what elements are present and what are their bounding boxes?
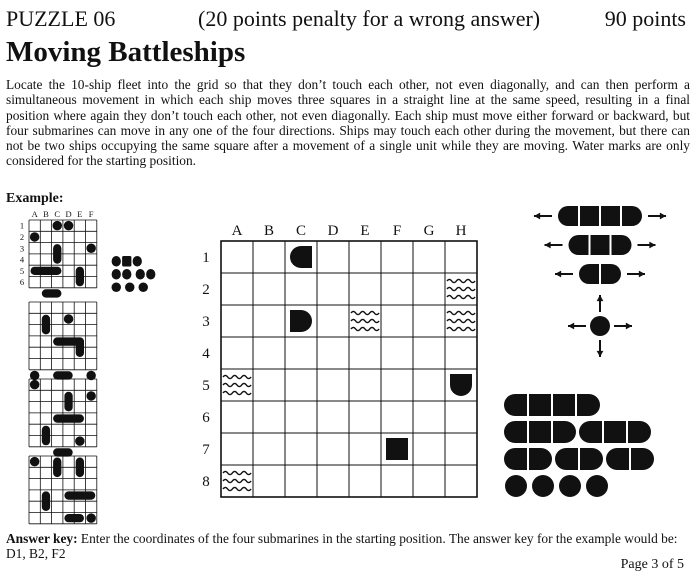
fleet-submarine (532, 475, 554, 497)
grid-cell-H8 (445, 465, 477, 497)
grid-cell-E5 (349, 369, 381, 401)
example-submarine (64, 314, 73, 323)
grid-cell-C6 (285, 401, 317, 433)
grid-cell-G5 (413, 369, 445, 401)
grid-cell-H4 (445, 337, 477, 369)
example-fleet-segment (136, 269, 145, 280)
row-label-8: 8 (202, 474, 210, 490)
example-ship (42, 491, 50, 511)
example-col-label-C: C (54, 209, 61, 219)
example-row-labels (20, 221, 25, 288)
grid-cell-D2 (317, 273, 349, 305)
arrow-head (649, 242, 655, 249)
grid-cell-G6 (413, 401, 445, 433)
example-ship (53, 414, 84, 422)
column-label-E: E (360, 223, 370, 239)
fleet-battleship (504, 394, 600, 416)
example-fleet-submarine (139, 283, 148, 292)
puzzle-grid (195, 216, 490, 501)
clue-ship-middle-F7 (386, 438, 408, 460)
example-col-label-E: E (77, 209, 83, 219)
grid-cell-E4 (349, 337, 381, 369)
grid-cell-B2 (253, 273, 285, 305)
column-label-C: C (295, 223, 307, 239)
example-fleet-segment (133, 256, 142, 267)
example-col-label-B: B (43, 209, 49, 219)
ship-end-shape (290, 246, 312, 268)
grid-cell-A3 (221, 305, 253, 337)
grid-cell-G4 (413, 337, 445, 369)
grid-cell-D8 (317, 465, 349, 497)
example-ship (53, 244, 61, 264)
clue-ship-end-left-C1 (290, 246, 312, 268)
example-grid-2 (29, 302, 97, 380)
arrow-head (597, 295, 604, 301)
grid-cell-A7 (221, 433, 253, 465)
grid-cell-B6 (253, 401, 285, 433)
fleet-submarine (559, 475, 581, 497)
answer-key-text: Enter the coordinates of the four submarines in the starting position. The answer key for the example would be: D1, B2, F2 (6, 531, 678, 561)
example-fleet-submarine (112, 283, 121, 292)
grid-cell-D6 (317, 401, 349, 433)
example-fleet-segment (112, 256, 121, 267)
example-fleet-submarine (125, 283, 134, 292)
fleet-submarine-body (505, 475, 527, 497)
grid-cell-D7 (317, 433, 349, 465)
grid-cell-D4 (317, 337, 349, 369)
grid-cell-H1 (445, 241, 477, 273)
answer-key-label: Answer key: (6, 531, 78, 546)
example-ship (42, 289, 62, 297)
row-label-7: 7 (202, 442, 210, 458)
example-ship (31, 267, 62, 275)
grid-cell-B1 (253, 241, 285, 273)
ship-middle-shape (386, 438, 408, 460)
destroyer-move-arrows (555, 264, 645, 284)
example-row-label-1: 1 (19, 220, 25, 231)
example-submarine (30, 232, 39, 241)
fleet-submarine-body (586, 475, 608, 497)
example-submarine (86, 244, 95, 253)
grid-cell-H7 (445, 433, 477, 465)
rules-text: Locate the 10-ship fleet into the grid so that they don’t touch each other, not even diagonally, and can then perform a simultaneous movement in which each ship moves three squares in a straight line at the same speed, resulting in a final position where again they don’t touch each other, not even diagonally. Each ship must move either forward or backward, but four submarines can move in any one of the four directions. Ships may touch each other during the movement, but there can not be two ships occupying the same square after a movement of a single unit while they are moving. Water marks are only considered for the starting position. (6, 77, 690, 169)
fleet-cruiser (504, 421, 576, 443)
points-value: 90 points (604, 6, 686, 31)
example-row-label-3: 3 (19, 243, 25, 254)
example-ship (53, 448, 73, 456)
puzzle-id: PUZZLE 06 (6, 6, 116, 31)
grid-cell-A2 (221, 273, 253, 305)
grid-cell-E6 (349, 401, 381, 433)
example-fleet-segment (146, 269, 155, 280)
fleet-destroyer (555, 448, 603, 470)
grid-cell-C8 (285, 465, 317, 497)
example-panel (18, 206, 168, 526)
example-col-label-F: F (88, 209, 94, 219)
grid-cell-G1 (413, 241, 445, 273)
grid-cell-E7 (349, 433, 381, 465)
grid-cell-A4 (221, 337, 253, 369)
example-ship (53, 458, 61, 478)
grid-row-labels (202, 250, 210, 490)
example-fleet-segment (122, 256, 131, 267)
submarine-move-arrows (568, 295, 632, 357)
column-label-A: A (231, 223, 243, 239)
grid-column-labels (232, 223, 467, 239)
grid-cell-B5 (253, 369, 285, 401)
row-label-1: 1 (202, 250, 210, 266)
cruiser-move-arrows (545, 235, 656, 255)
grid-cell-G3 (413, 305, 445, 337)
arrow-head (555, 271, 561, 278)
example-row-label-6: 6 (19, 277, 25, 288)
example-grids (29, 220, 97, 524)
arrow-head (545, 242, 551, 249)
example-submarine (30, 457, 39, 466)
example-ship (76, 458, 84, 478)
grid-cell-A1 (221, 241, 253, 273)
example-col-label-D: D (65, 209, 72, 219)
example-label: Example: (6, 191, 64, 206)
example-ship (64, 491, 95, 499)
example-row-label-2: 2 (19, 231, 25, 242)
example-submarine (30, 380, 39, 389)
grid-cell-F5 (381, 369, 413, 401)
example-row-label-4: 4 (19, 254, 25, 265)
arrow-head (639, 271, 645, 278)
row-label-3: 3 (202, 314, 210, 330)
grid-cell-F3 (381, 305, 413, 337)
movement-legend (528, 200, 678, 370)
grid-cell-C2 (285, 273, 317, 305)
example-grid-3 (29, 379, 97, 457)
grid-cell-E2 (349, 273, 381, 305)
grid-cell-A6 (221, 401, 253, 433)
grid-cell-G8 (413, 465, 445, 497)
ship-end-shape (290, 310, 312, 332)
grid-cell-F2 (381, 273, 413, 305)
grid-cell-B7 (253, 433, 285, 465)
example-ship (42, 315, 50, 335)
battleship-move-arrows (534, 206, 666, 226)
example-ship (53, 371, 73, 379)
example-ship (76, 337, 84, 357)
example-fleet (112, 256, 156, 292)
answer-key (6, 531, 690, 561)
column-label-D: D (327, 223, 339, 239)
example-submarine (86, 513, 95, 522)
column-label-F: F (392, 223, 402, 239)
clue-ship-end-bottom-H5 (450, 374, 472, 396)
penalty-note: (20 points penalty for a wrong answer) (198, 6, 541, 31)
fleet-ship-body (579, 421, 651, 443)
arrow-head (597, 351, 604, 357)
fleet-submarine (505, 475, 527, 497)
row-label-6: 6 (202, 410, 210, 426)
example-submarine (53, 221, 62, 230)
grid-cell-B8 (253, 465, 285, 497)
fleet-cruiser (579, 421, 651, 443)
puzzle-title: Moving Battleships (6, 36, 246, 68)
grid-cell-H6 (445, 401, 477, 433)
grid-cell-E1 (349, 241, 381, 273)
arrow-head (568, 323, 574, 330)
fleet-destroyer (504, 448, 552, 470)
example-submarine (64, 221, 73, 230)
grid-cell-B4 (253, 337, 285, 369)
ship-body (569, 235, 632, 255)
fleet-legend (500, 390, 690, 505)
grid-cell-B3 (253, 305, 285, 337)
arrow-head (660, 213, 666, 220)
row-label-5: 5 (202, 378, 210, 394)
ship-end-shape (450, 374, 472, 396)
example-ship (76, 267, 84, 287)
example-col-label-A: A (31, 209, 38, 219)
example-submarine (75, 436, 84, 445)
example-ship (64, 514, 84, 522)
grid-cell-E8 (349, 465, 381, 497)
arrow-head (534, 213, 540, 220)
grid-cell-D3 (317, 305, 349, 337)
fleet-destroyer (606, 448, 654, 470)
page-number: Page 3 of 5 (620, 557, 684, 572)
fleet-submarine-body (559, 475, 581, 497)
example-grid-4 (29, 456, 97, 524)
grid-cell-F1 (381, 241, 413, 273)
grid-cell-F8 (381, 465, 413, 497)
arrow-head (626, 323, 632, 330)
example-fleet-segment (112, 269, 121, 280)
row-label-2: 2 (202, 282, 210, 298)
grid-cell-D5 (317, 369, 349, 401)
fleet-submarine-body (532, 475, 554, 497)
grid-cell-C7 (285, 433, 317, 465)
row-label-4: 4 (202, 346, 210, 362)
grid-cell-G7 (413, 433, 445, 465)
grid-cell-F4 (381, 337, 413, 369)
clue-ship-end-right-C3 (290, 310, 312, 332)
example-grid-1 (29, 220, 97, 298)
fleet-ship-body (504, 421, 576, 443)
example-column-labels (32, 209, 94, 219)
column-label-G: G (423, 223, 435, 239)
column-label-H: H (455, 223, 467, 239)
grid-cell-F6 (381, 401, 413, 433)
column-label-B: B (263, 223, 275, 239)
example-submarine (86, 391, 95, 400)
fleet-submarine (586, 475, 608, 497)
grid-cell-C4 (285, 337, 317, 369)
example-ship (64, 392, 72, 412)
example-row-label-5: 5 (19, 265, 25, 276)
grid-cell-G2 (413, 273, 445, 305)
grid-cell-D1 (317, 241, 349, 273)
grid-cell-C5 (285, 369, 317, 401)
example-ship (42, 426, 50, 446)
submarine-body (590, 316, 610, 336)
example-fleet-segment (122, 269, 131, 280)
